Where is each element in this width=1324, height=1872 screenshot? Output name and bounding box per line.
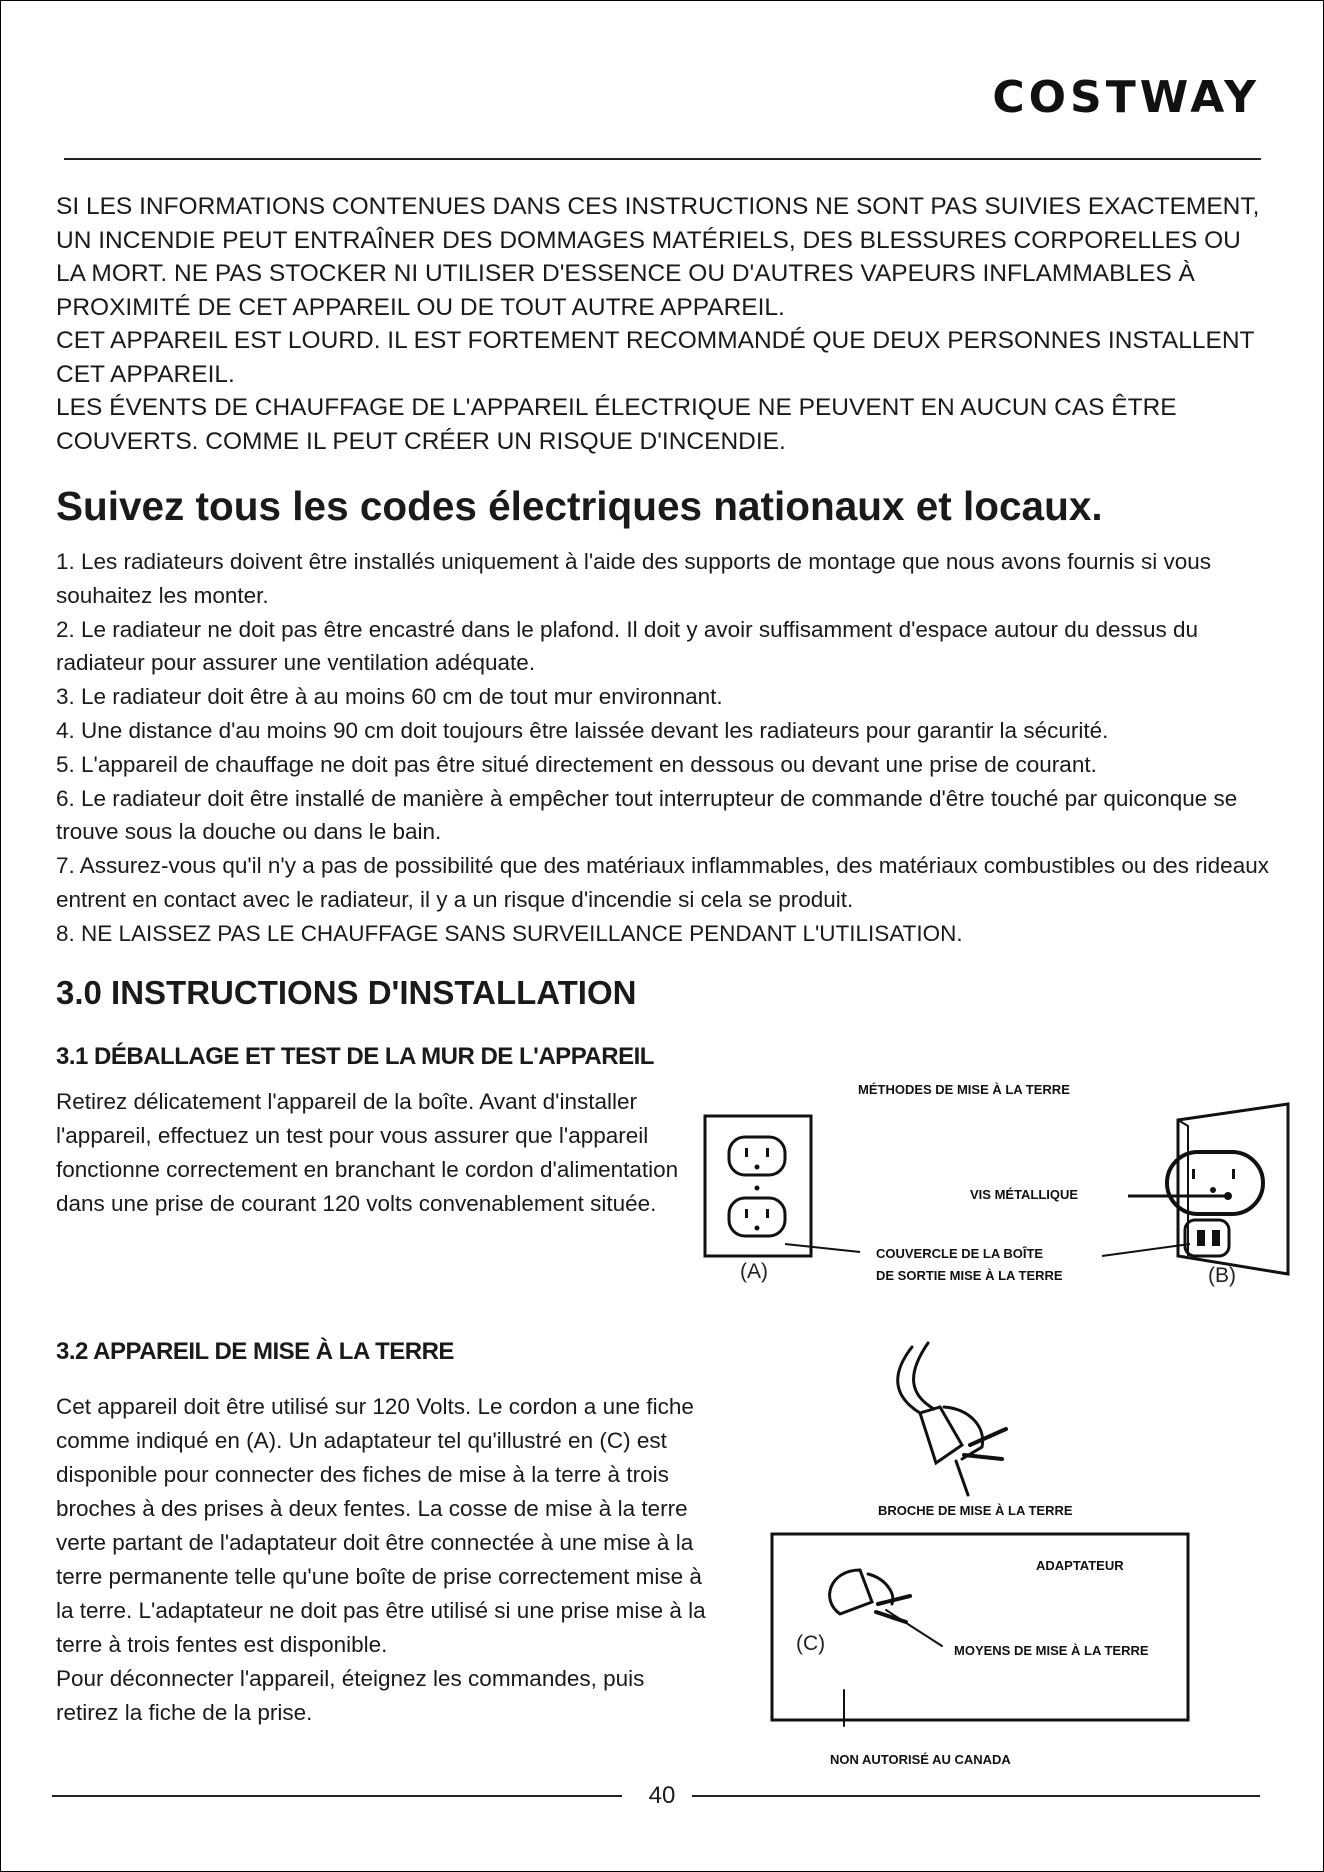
page-number: 40 <box>648 1782 676 1809</box>
list-item: 7. Assurez-vous qu'il n'y a pas de possibilité que des matériaux inflammables, des matériaux combustibles ou des rideaux entrent en contact avec le radiateur, il y a un risque d'incendie si cela se produit. <box>56 853 1269 912</box>
grounding-paragraph: Cet appareil doit être utilisé sur 120 Volts. Le cordon a une fiche comme indiqué en (A). Un adaptateur tel qu'illustré en (C) est disponible pour connecter des fiches de mise à la terre à trois broches à des prises à deux fentes. La cosse de mise à la terre verte partant de l'adaptateur doit être connectée à une mise à la terre permanente telle qu'une boîte de prise correctement mise à la terre. L'adaptateur ne doit pas être utilisé si une prise mise à la terre à trois fentes est disponible. <box>56 1394 706 1657</box>
brand-logo: COSTWAY <box>992 72 1260 123</box>
adapter-body <box>830 1570 872 1614</box>
grounding-methods-figure <box>700 1080 1290 1300</box>
unpack-text: Retirez délicatement l'appareil de la boîte. Avant d'installer l'appareil, effectuez un test pour vous assurer que l'appareil fonctionne correctement en branchant le cordon d'alimentation dans une prise de courant 120 volts convenablement située. <box>56 1089 679 1216</box>
codes-heading: Suivez tous les codes électriques nationaux et locaux. <box>56 483 1103 529</box>
list-item: 6. Le radiateur doit être installé de manière à empêcher tout interrupteur de commande d'être touché par quiconque se trouve sous la douche ou dans le bain. <box>56 785 1238 845</box>
label-c: (C) <box>796 1632 826 1655</box>
plug-prong <box>970 1429 1006 1445</box>
adapter-figure <box>760 1530 1200 1770</box>
outlet-b-receptacle <box>1167 1152 1263 1214</box>
list-item: 3. Le radiateur doit être à au moins 60 cm de tout mur environnant. <box>56 684 723 710</box>
grounding-text <box>56 1390 706 1730</box>
safety-warning <box>56 190 1271 458</box>
adapter-label: ADAPTATEUR <box>1036 1558 1124 1573</box>
list-item: 4. Une distance d'au moins 90 cm doit toujours être laissée devant les radiateurs pour garantir la sécurité. <box>56 717 1109 743</box>
plug-diagram <box>860 1335 1100 1505</box>
ground-means-label: MOYENS DE MISE À LA TERRE <box>954 1643 1149 1658</box>
canada-note: NON AUTORISÉ AU CANADA <box>830 1752 1011 1767</box>
grounding-paragraph: Pour déconnecter l'appareil, éteignez les commandes, puis retirez la fiche de la prise. <box>56 1666 645 1725</box>
ground-pin-label: BROCHE DE MISE À LA TERRE <box>878 1503 1073 1518</box>
figure-title: MÉTHODES DE MISE À LA TERRE <box>858 1082 1070 1097</box>
list-item: 2. Le radiateur ne doit pas être encastré dans le plafond. Il doit y avoir suffisamment d'espace autour du dessus du radiateur pour assurer une ventilation adéquate. <box>56 616 1199 676</box>
label-b: (B) <box>1208 1264 1236 1287</box>
unpack-heading: 3.1 DÉBALLAGE ET TEST DE LA MUR DE L'APPAREIL <box>56 1043 654 1070</box>
outlet-b-lower <box>1185 1220 1229 1256</box>
label-a: (A) <box>740 1260 768 1283</box>
list-item: 5. L'appareil de chauffage ne doit pas être situé directement en dessous ou devant une prise de courant. <box>56 751 1097 777</box>
screw-label: VIS MÉTALLIQUE <box>970 1187 1079 1202</box>
list-item: 8. NE LAISSEZ PAS LE CHAUFFAGE SANS SURVEILLANCE PENDANT L'UTILISATION. <box>56 920 963 946</box>
warning-paragraph: LES ÉVENTS DE CHAUFFAGE DE L'APPAREIL ÉLECTRIQUE NE PEUVENT EN AUCUN CAS ÊTRE COUVERTS. COMME IL PEUT CRÉER UN RISQUE D'INCENDIE. <box>56 394 1177 455</box>
grounding-heading: 3.2 APPAREIL DE MISE À LA TERRE <box>56 1338 454 1365</box>
installation-heading: 3.0 INSTRUCTIONS D'INSTALLATION <box>56 974 637 1011</box>
plug-figure <box>860 1335 1100 1525</box>
outlet-b-box <box>1178 1104 1288 1274</box>
ground-lug-line <box>886 1610 942 1646</box>
cover-label-line1: COUVERCLE DE LA BOÎTE <box>876 1246 1044 1261</box>
plug-body <box>920 1407 962 1463</box>
plug-cord <box>898 1347 920 1413</box>
list-item: 1. Les radiateurs doivent être installés uniquement à l'aide des supports de montage que nous avons fournis si vous souhaitez les monter. <box>56 549 1212 608</box>
warning-paragraph: CET APPAREIL EST LOURD. IL EST FORTEMENT RECOMMANDÉ QUE DEUX PERSONNES INSTALLENT CET APPAREIL. <box>56 327 1255 388</box>
cover-label-line2: DE SORTIE MISE À LA TERRE <box>876 1268 1063 1283</box>
header-divider <box>64 158 1261 160</box>
adapter-box <box>772 1534 1188 1720</box>
ground-pin <box>956 1461 968 1495</box>
warning-paragraph: SI LES INFORMATIONS CONTENUES DANS CES INSTRUCTIONS NE SONT PAS SUIVIES EXACTEMENT, UN INCENDIE PEUT ENTRAÎNER DES DOMMAGES MATÉRIELS, DES BLESSURES CORPORELLES OU LA MORT. NE PAS STOCKER NI UTILISER D'ESSENCE OU D'AUTRES VAPEURS INFLAMMABLES À PROXIMITÉ DE CET APPAREIL OU DE TOUT AUTRE APPAREIL. <box>56 193 1260 321</box>
footer-divider-right <box>692 1795 1260 1797</box>
codes-list <box>56 545 1271 951</box>
